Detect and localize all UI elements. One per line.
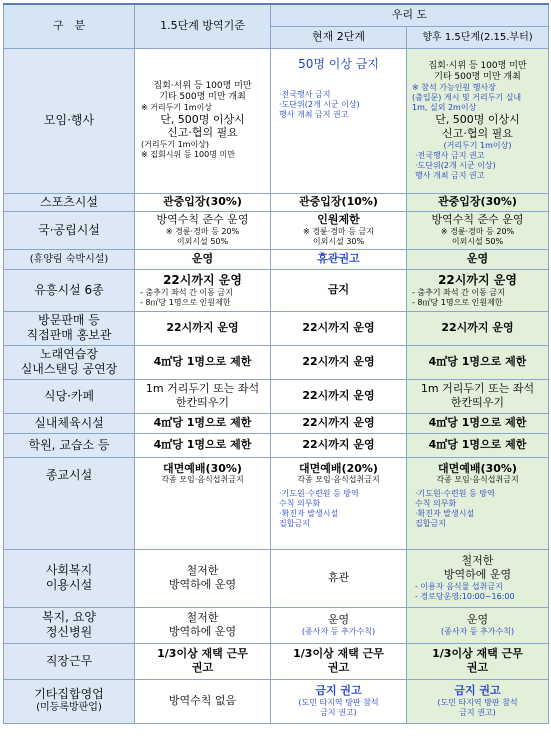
future-cell (407, 457, 549, 549)
standard-cell (135, 679, 271, 723)
row-restaurant (4, 379, 549, 413)
cur-text: 인원제한 (317, 213, 360, 227)
row-label (4, 345, 135, 379)
header-region-label: 우리 도 (391, 8, 428, 22)
row-label (4, 249, 135, 269)
row-label-text: 실내체육시설 (34, 415, 104, 430)
row-label (4, 193, 135, 211)
row-other (4, 679, 549, 723)
std-bullet: - 춤추기 좌석 간 이동 금지 (140, 287, 233, 297)
bullet: 수칙 의무화 (279, 499, 321, 509)
current-cell (271, 48, 407, 193)
row-label-text: 정신병원 (45, 625, 93, 639)
row-doortodoor (4, 311, 549, 345)
cur-note: ※ 경륜·경마 등 금지 (303, 226, 374, 236)
header-region (271, 4, 549, 26)
std-text: 철저한 (186, 611, 219, 625)
header-current (271, 26, 407, 48)
current-cell (271, 379, 407, 413)
std-text: 1/3이상 재택 근무 (157, 647, 248, 661)
row-label-text: 유흥시설 6종 (34, 282, 104, 297)
row-gathering (4, 48, 549, 193)
bullet: 집합금지 (415, 519, 446, 529)
future-cell (407, 269, 549, 311)
std-line: 집회·시위 등 100명 미만 (153, 80, 252, 91)
fut-bullet: - 춤추기 좌석 간 이동 금지 (412, 287, 505, 297)
fut-text: 방역하에 운영 (443, 568, 512, 581)
cur-note: 이외시설 30% (312, 236, 365, 246)
current-cell (271, 413, 407, 433)
standard-cell (135, 549, 271, 607)
standard-cell (135, 193, 271, 211)
row-label-text: 식당·카페 (43, 388, 95, 403)
std-line: 기타 500명 미만 개최 (159, 91, 246, 102)
row-religion (4, 457, 549, 549)
std-note: (거리두기 1m이상) (141, 140, 210, 150)
header-category (4, 4, 135, 48)
bullet: ·기도원·수련원 등 방역 (279, 489, 359, 499)
fut-text: 1m 거리두기 또는 좌석 (420, 382, 535, 396)
row-label-text: 학원, 교습소 등 (28, 437, 110, 452)
row-public (4, 211, 549, 249)
std-note: ※ 집회시위 등 100명 미만 (141, 150, 235, 160)
future-cell (407, 211, 549, 249)
row-welfare (4, 549, 549, 607)
row-label-text: 모임·행사 (43, 113, 95, 127)
cur-text: 관중입장(10%) (299, 195, 378, 209)
future-cell (407, 48, 549, 193)
row-label (4, 549, 135, 607)
future-cell (407, 379, 549, 413)
cur-text: 권고 (327, 661, 350, 674)
bullet: 수칙 의무화 (415, 499, 457, 509)
row-label-text: 직장근무 (45, 653, 93, 668)
fut-note: (거리두기 1m이상) (443, 140, 512, 150)
fut-text: 22시까지 운영 (438, 272, 517, 287)
standard-cell (135, 269, 271, 311)
row-label (4, 433, 135, 457)
row-label-text: 노래연습장 (40, 347, 98, 361)
row-resort (4, 249, 549, 269)
row-label-text: 이용시설 (45, 578, 93, 592)
row-label-text: 국·공립시설 (38, 222, 100, 237)
std-text: 4㎡당 1명으로 제한 (153, 355, 252, 369)
row-academy (4, 433, 549, 457)
future-cell (407, 249, 549, 269)
current-cell (271, 549, 407, 607)
std-line: 단, 500명 이상시 (160, 112, 245, 126)
row-label-text: 직접판매 홍보관 (26, 328, 112, 342)
bullet: ·도단위(2개 시군 이상) (415, 160, 496, 170)
std-text: 1m 거리두기 또는 좌석 (145, 382, 260, 396)
cur-text: 22시까지 운영 (302, 321, 375, 335)
standard-cell (135, 433, 271, 457)
current-cell (271, 679, 407, 723)
future-cell (407, 413, 549, 433)
future-cell (407, 549, 549, 607)
header-standard (135, 4, 271, 48)
std-text: 22시까지 운영 (163, 272, 242, 287)
fut-note: 금지 권고) (459, 707, 496, 717)
fut-bullets (409, 151, 546, 181)
std-text: 4㎡당 1명으로 제한 (153, 438, 252, 452)
fut-text: 22시까지 운영 (441, 321, 514, 335)
fut-note: 이외시설 50% (451, 236, 504, 246)
fut-line: 집회·시위 등 100명 미만 (428, 60, 527, 71)
standard-cell (135, 643, 271, 679)
bullet: - 경로당운영:10:00~16:00 (415, 591, 515, 601)
std-text: 방역수칙 없음 (168, 694, 237, 708)
cur-text: 금지 (327, 283, 350, 297)
current-cell (271, 345, 407, 379)
std-text: 관중입장(30%) (163, 195, 242, 209)
fut-text: 운영 (466, 613, 489, 627)
fut-text: 관중입장(30%) (438, 195, 517, 209)
fut-note: (종사자 등 추가수칙) (440, 626, 515, 636)
row-label (4, 413, 135, 433)
current-cell (271, 607, 407, 643)
row-label-text: 실내스탠딩 공연장 (20, 362, 118, 376)
standard-cell (135, 249, 271, 269)
cur-bullets (273, 489, 404, 529)
bullet: ·도단위(2개 시군 이상) (279, 99, 360, 109)
std-note: 각종 모임·음식섭취금지 (161, 475, 244, 485)
std-text: 22시까지 운영 (166, 321, 239, 335)
fut-text: 4㎡당 1명으로 제한 (428, 416, 527, 430)
bullet: ·확진자 발생시설 (415, 509, 475, 519)
current-cell (271, 643, 407, 679)
standard-cell (135, 379, 271, 413)
header-category-label: 구 분 (52, 19, 86, 33)
row-label (4, 607, 135, 643)
future-cell (407, 679, 549, 723)
bullet: ·전국행사 금지 (279, 89, 331, 99)
row-label (4, 311, 135, 345)
row-sports (4, 193, 549, 211)
cur-text: 22시까지 운영 (302, 389, 375, 403)
row-label-text: 스포츠시설 (40, 194, 98, 209)
fut-text: 운영 (466, 252, 489, 266)
standard-cell (135, 413, 271, 433)
cur-note: (도민 타지역 방판 참석 (298, 697, 379, 707)
future-cell (407, 607, 549, 643)
row-care (4, 607, 549, 643)
header-current-label: 현재 2단계 (312, 30, 365, 44)
row-label-text: 종교시설 (45, 467, 93, 482)
fut-line: 기타 500명 미만 개최 (434, 71, 521, 82)
cur-text: 운영 (327, 613, 350, 627)
row-entertainment (4, 269, 549, 311)
fut-bullet: - 8㎡당 1명으로 인원제한 (412, 297, 503, 307)
current-bullets (273, 90, 404, 120)
cur-text: 22시까지 운영 (302, 416, 375, 430)
policy-table-wrapper (3, 3, 548, 724)
std-text: 방역수칙 준수 운영 (156, 213, 249, 227)
cur-text: 22시까지 운영 (302, 438, 375, 452)
row-karaoke (4, 345, 549, 379)
standard-cell (135, 457, 271, 549)
fut-note: 각종 모임·음식섭취금지 (436, 475, 519, 485)
cur-text: 휴관권고 (317, 252, 360, 266)
std-note: ※ 거리두기 1m이상 (141, 102, 213, 112)
fut-line: 신고·협의 필요 (442, 126, 513, 140)
std-text: 운영 (191, 252, 214, 266)
fut-text: 1/3이상 재택 근무 (432, 647, 523, 661)
bullet: 행사 개최 금지 권고 (415, 170, 485, 180)
row-label-text: 기타집합영업 (34, 687, 104, 702)
future-cell (407, 345, 549, 379)
cur-text: 1/3이상 재택 근무 (293, 647, 384, 661)
row-label-text: (휴양림 숙박시설) (29, 254, 109, 266)
standard-cell (135, 211, 271, 249)
cur-text: 대면예배(20%) (299, 461, 378, 475)
row-label-text: 방문판매 등 (38, 313, 100, 327)
row-label-text: (미등록방판업) (36, 702, 102, 714)
std-text: 대면예배(30%) (163, 461, 242, 475)
std-note: 이외시설 50% (176, 236, 229, 246)
std-text: 권고 (191, 661, 214, 674)
current-cell (271, 457, 407, 549)
bullet: 행사 개최 금지 권고 (279, 109, 349, 119)
quarantine-comparison-table (3, 3, 549, 724)
cur-note: 금지 권고) (320, 707, 357, 717)
cur-note: (종사자 등 추가수칙) (301, 626, 376, 636)
row-label (4, 269, 135, 311)
fut-bullets (409, 582, 546, 602)
row-work (4, 643, 549, 679)
row-gym (4, 413, 549, 433)
fut-text: 대면예배(30%) (438, 461, 517, 475)
row-label (4, 679, 135, 723)
std-note: ※ 경륜·경마 등 20% (165, 226, 240, 236)
fut-note: 1m, 실외 2m이상 (412, 103, 477, 112)
fut-bullets (409, 489, 546, 529)
future-cell (407, 311, 549, 345)
header-future (407, 26, 549, 48)
current-cell (271, 433, 407, 457)
current-main: 50명 이상 금지 (298, 56, 379, 71)
fut-text: 권고 (466, 661, 489, 674)
fut-note: (출입문) 게시 및 거리두기 실내 (412, 93, 522, 102)
std-line: 신고·협의 필요 (167, 126, 238, 140)
std-bullet: - 8㎡당 1명으로 인원제한 (140, 297, 231, 307)
future-cell (407, 433, 549, 457)
current-cell (271, 193, 407, 211)
current-cell (271, 269, 407, 311)
row-label (4, 457, 135, 549)
std-text: 방역하에 운영 (168, 578, 237, 591)
current-cell (271, 311, 407, 345)
fut-text: 방역수칙 준수 운영 (431, 213, 524, 227)
bullet: 집합금지 (279, 519, 310, 529)
standard-cell (135, 311, 271, 345)
current-cell (271, 211, 407, 249)
bullet: ·전국행사 금지 권고 (415, 150, 485, 160)
bullet: ·확진자 발생시설 (279, 509, 339, 519)
cur-text: 금지 권고 (315, 684, 362, 698)
standard-cell (135, 48, 271, 193)
std-text: 한칸띄우기 (175, 396, 230, 409)
future-cell (407, 193, 549, 211)
fut-text: 철저한 (461, 554, 494, 568)
fut-text: 금지 권고 (454, 684, 501, 698)
fut-text: 4㎡당 1명으로 제한 (428, 355, 527, 369)
fut-note: ※ 참석 가능인원 행사장 (412, 83, 496, 92)
fut-note: ※ 경륜·경마 등 20% (440, 226, 515, 236)
fut-line: 단, 500명 이상시 (435, 113, 520, 126)
standard-cell (135, 607, 271, 643)
fut-note: (도민 타지역 방판 참석 (437, 697, 518, 707)
cur-text: 22시까지 운영 (302, 355, 375, 369)
bullet: - 이용자 음식물 섭취금지 (415, 581, 503, 591)
future-cell (407, 643, 549, 679)
cur-note: 각종 모임·음식섭취금지 (297, 475, 380, 485)
header-future-label: 향후 1.5단계(2.15.부터) (422, 31, 533, 43)
row-label (4, 643, 135, 679)
std-text: 철저한 (186, 564, 219, 578)
fut-text: 한칸띄우기 (450, 396, 505, 409)
row-label-text: 사회복지 (45, 563, 93, 577)
row-label-text: 복지, 요양 (42, 610, 96, 624)
header-standard-label: 1.5단계 방역기준 (160, 19, 245, 33)
row-label (4, 48, 135, 193)
cur-text: 휴관 (327, 571, 350, 585)
fut-text: 4㎡당 1명으로 제한 (428, 438, 527, 452)
bullet: ·기도원·수련원 등 방역 (415, 489, 495, 499)
row-label (4, 211, 135, 249)
std-text: 4㎡당 1명으로 제한 (153, 416, 252, 430)
standard-cell (135, 345, 271, 379)
current-cell (271, 249, 407, 269)
row-label (4, 379, 135, 413)
std-text: 방역하에 운영 (168, 625, 237, 638)
